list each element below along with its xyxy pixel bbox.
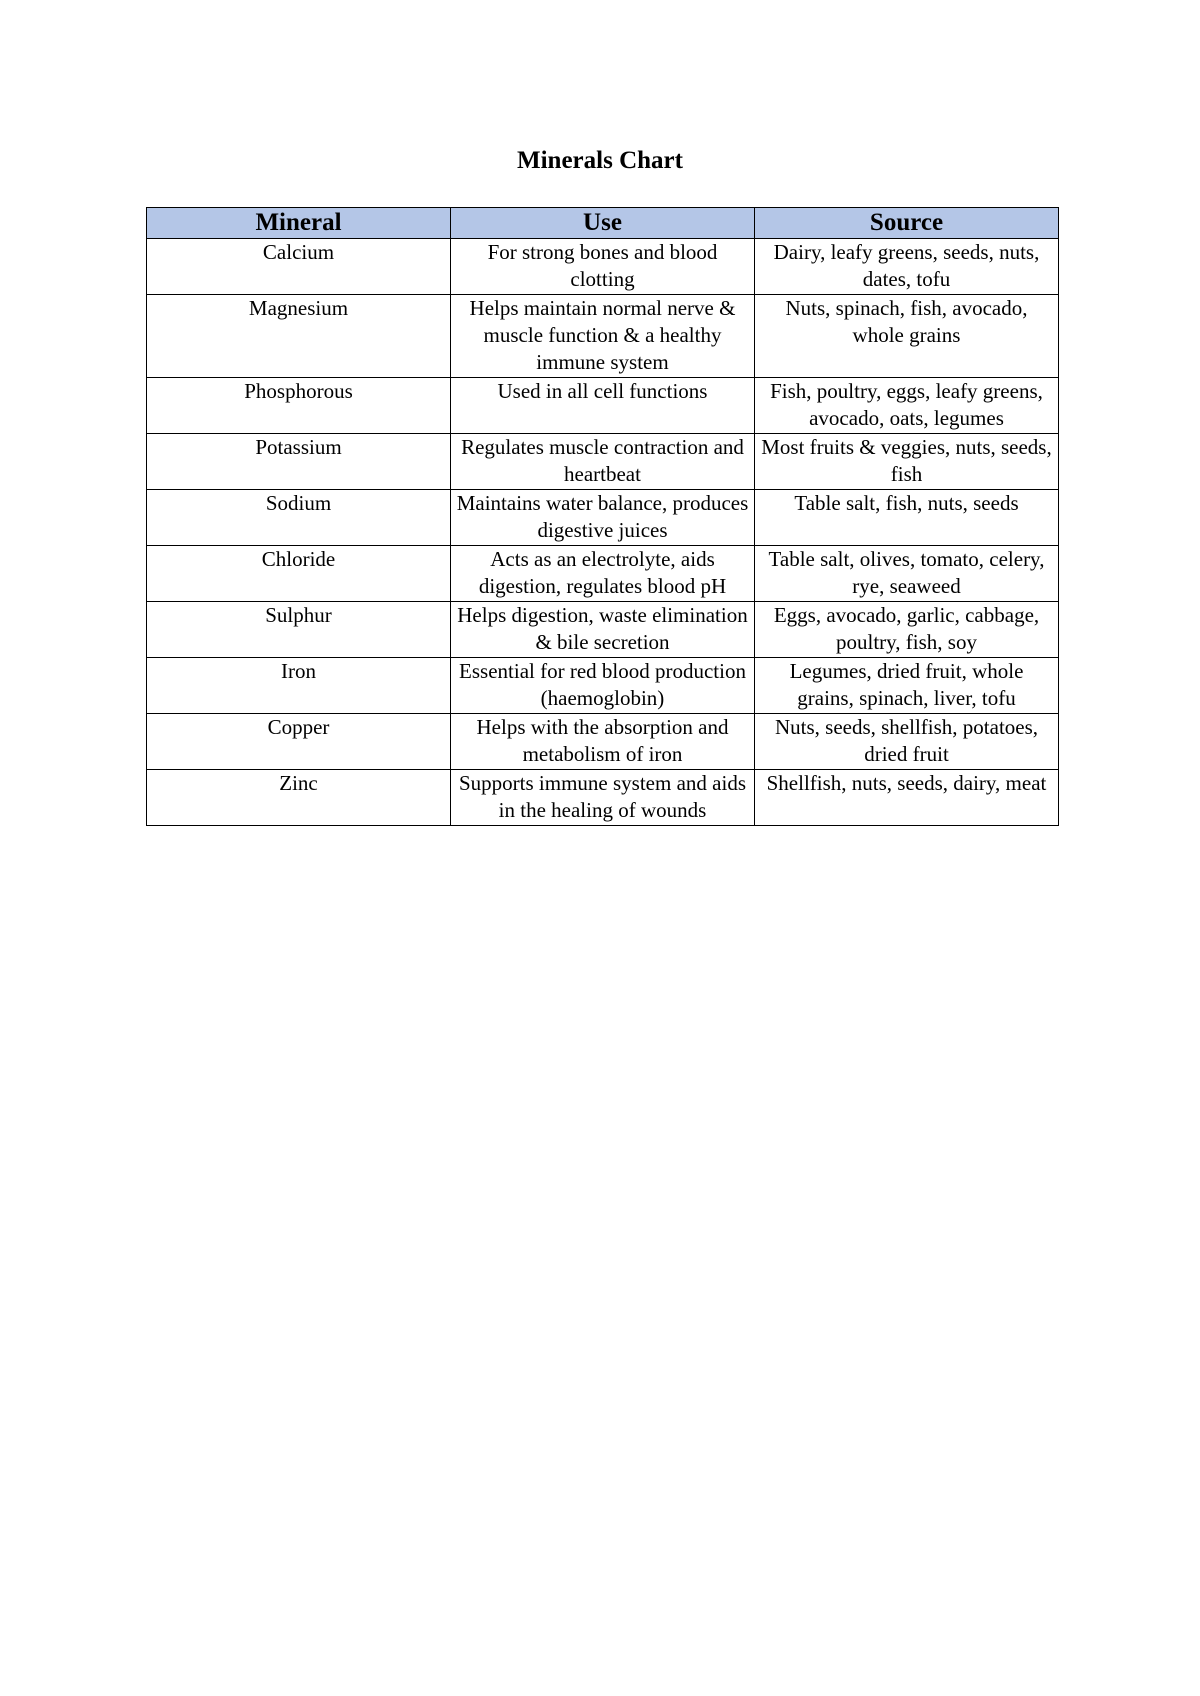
table-row [147, 490, 1059, 546]
use-cell: Helps maintain normal nerve & muscle function & a healthy immune system [451, 295, 755, 378]
table-header [147, 208, 1059, 239]
mineral-cell: Calcium [147, 239, 451, 295]
use-cell: Supports immune system and aids in the healing of wounds [451, 770, 755, 826]
source-cell: Table salt, fish, nuts, seeds [755, 490, 1059, 546]
use-cell: Regulates muscle contraction and heartbeat [451, 434, 755, 490]
header-row [147, 208, 1059, 239]
source-cell: Dairy, leafy greens, seeds, nuts, dates, tofu [755, 239, 1059, 295]
table-row [147, 378, 1059, 434]
table-row [147, 770, 1059, 826]
page-title: Minerals Chart [517, 147, 683, 174]
header-use: Use [451, 208, 755, 239]
table-row [147, 295, 1059, 378]
table-row [147, 434, 1059, 490]
mineral-cell: Sodium [147, 490, 451, 546]
source-cell: Legumes, dried fruit, whole grains, spinach, liver, tofu [755, 658, 1059, 714]
source-cell: Most fruits & veggies, nuts, seeds, fish [755, 434, 1059, 490]
mineral-cell: Chloride [147, 546, 451, 602]
mineral-cell: Sulphur [147, 602, 451, 658]
table-row [147, 602, 1059, 658]
use-cell: Acts as an electrolyte, aids digestion, regulates blood pH [451, 546, 755, 602]
source-cell: Eggs, avocado, garlic, cabbage, poultry, fish, soy [755, 602, 1059, 658]
table-row [147, 239, 1059, 295]
use-cell: For strong bones and blood clotting [451, 239, 755, 295]
use-cell: Helps digestion, waste elimination & bile secretion [451, 602, 755, 658]
mineral-cell: Copper [147, 714, 451, 770]
table-row [147, 714, 1059, 770]
use-cell: Helps with the absorption and metabolism of iron [451, 714, 755, 770]
header-source: Source [755, 208, 1059, 239]
table-row [147, 658, 1059, 714]
source-cell: Table salt, olives, tomato, celery, rye, seaweed [755, 546, 1059, 602]
use-cell: Essential for red blood production (haemoglobin) [451, 658, 755, 714]
table-body [147, 239, 1059, 826]
use-cell: Maintains water balance, produces digestive juices [451, 490, 755, 546]
source-cell: Fish, poultry, eggs, leafy greens, avocado, oats, legumes [755, 378, 1059, 434]
source-cell: Nuts, spinach, fish, avocado, whole grains [755, 295, 1059, 378]
table-row [147, 546, 1059, 602]
mineral-cell: Iron [147, 658, 451, 714]
mineral-cell: Zinc [147, 770, 451, 826]
mineral-cell: Potassium [147, 434, 451, 490]
use-cell: Used in all cell functions [451, 378, 755, 434]
source-cell: Nuts, seeds, shellfish, potatoes, dried fruit [755, 714, 1059, 770]
source-cell: Shellfish, nuts, seeds, dairy, meat [755, 770, 1059, 826]
mineral-cell: Phosphorous [147, 378, 451, 434]
header-mineral: Mineral [147, 208, 451, 239]
minerals-table [146, 207, 1059, 826]
mineral-cell: Magnesium [147, 295, 451, 378]
